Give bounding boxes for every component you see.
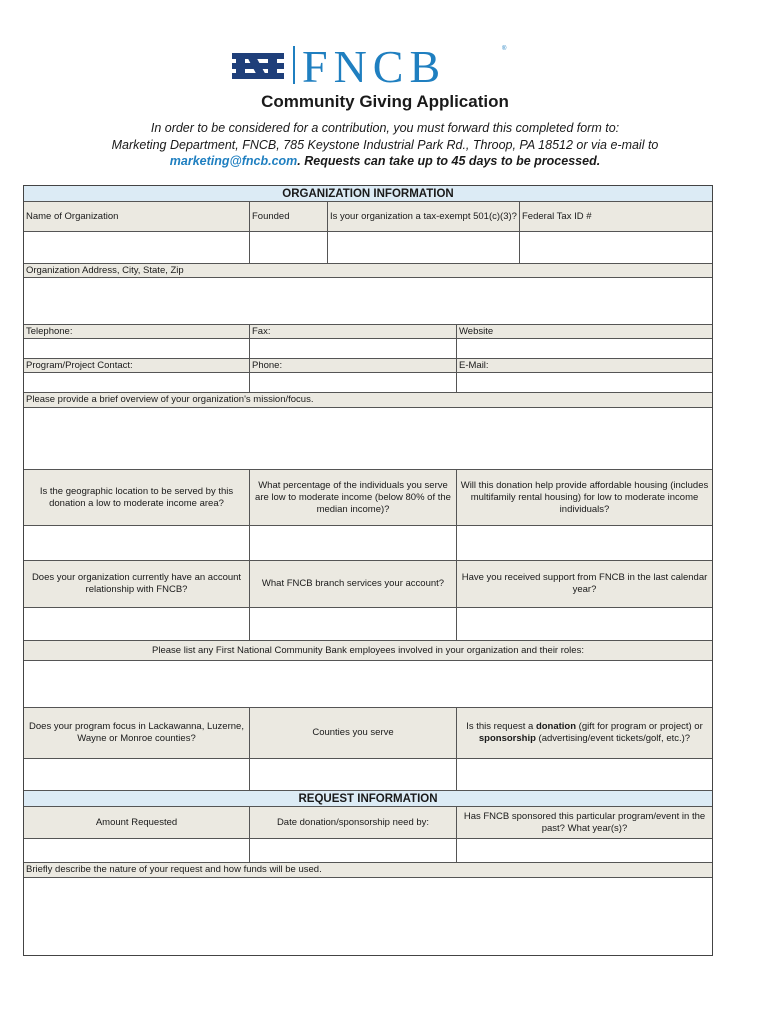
income-percentage-field[interactable] [250,526,457,561]
fax-field[interactable] [250,339,457,359]
employees-field[interactable] [24,661,712,708]
counties-focus-label: Does your program focus in Lackawanna, Luzerne, Wayne or Monroe counties? [24,708,250,759]
application-form [23,185,713,956]
org-section-header: ORGANIZATION INFORMATION [24,186,712,202]
donation-type-field[interactable] [457,759,712,791]
request-description-field[interactable] [24,878,712,955]
intro-line-3 [0,154,770,169]
counties-serve-field[interactable] [250,759,457,791]
need-by-date-field[interactable] [250,839,457,863]
website-field[interactable] [457,339,712,359]
telephone-field[interactable] [24,339,250,359]
affordable-housing-label: Will this donation help provide affordable housing (includes multifamily rental housing) for low to moderate income individuals? [457,470,712,526]
tax-id-field[interactable] [520,232,712,264]
branch-field[interactable] [250,608,457,641]
telephone-label: Telephone: [24,325,250,339]
founded-label: Founded [250,202,328,232]
phone-label: Phone: [250,359,457,373]
intro-line-2: Marketing Department, FNCB, 785 Keystone Industrial Park Rd., Throop, PA 18512 or via e-mail to [111,138,659,152]
sponsored-before-label: Has FNCB sponsored this particular program/event in the past? What year(s)? [457,807,712,839]
amount-label: Amount Requested [24,807,250,839]
address-field[interactable] [24,278,712,325]
sponsored-before-field[interactable] [457,839,712,863]
counties-focus-field[interactable] [24,759,250,791]
contact-field[interactable] [24,373,250,393]
tax-exempt-label: Is your organization a tax-exempt 501(c)(3)? [328,202,520,232]
email-label: E-Mail: [457,359,712,373]
employees-label: Please list any First National Community Bank employees involved in your organization and their roles: [24,641,712,661]
mission-label: Please provide a brief overview of your organization's mission/focus. [24,393,712,408]
request-description-label: Briefly describe the nature of your request and how funds will be used. [24,863,712,878]
address-label: Organization Address, City, State, Zip [24,264,712,278]
tax-id-label: Federal Tax ID # [520,202,712,232]
branch-label: What FNCB branch services your account? [250,561,457,608]
income-percentage-label: What percentage of the individuals you serve are low to moderate income (below 80% of the median income)? [250,470,457,526]
email-link[interactable]: marketing@fncb.com [169,154,298,168]
request-section-header: REQUEST INFORMATION [24,791,712,807]
fncb-logo [230,40,530,88]
org-name-label: Name of Organization [24,202,250,232]
website-label: Website [457,325,712,339]
counties-serve-label: Counties you serve [250,708,457,759]
account-relationship-label: Does your organization currently have an account relationship with FNCB? [24,561,250,608]
founded-field[interactable] [250,232,328,264]
need-by-date-label: Date donation/sponsorship need by: [250,807,457,839]
logo-wordmark: FNCB [302,41,447,88]
geo-location-label: Is the geographic location to be served by this donation a low to moderate income area? [24,470,250,526]
donation-type-label: Is this request a donation (gift for program or project) or sponsorship (advertising/event tickets/golf, etc.)? [457,708,712,759]
prior-support-field[interactable] [457,608,712,641]
fax-label: Fax: [250,325,457,339]
intro-line-1: In order to be considered for a contribution, you must forward this completed form to: [150,121,620,135]
geo-location-field[interactable] [24,526,250,561]
email-field[interactable] [457,373,712,393]
org-name-field[interactable] [24,232,250,264]
prior-support-label: Have you received support from FNCB in the last calendar year? [457,561,712,608]
amount-field[interactable] [24,839,250,863]
affordable-housing-field[interactable] [457,526,712,561]
contact-label: Program/Project Contact: [24,359,250,373]
phone-field[interactable] [250,373,457,393]
form-title: Community Giving Application [261,92,509,111]
svg-text:®: ® [502,46,507,52]
mission-field[interactable] [24,408,712,470]
processing-note: . Requests can take up to 45 days to be processed. [297,154,601,168]
fncb-emblem-icon [232,53,284,79]
tax-exempt-field[interactable] [328,232,520,264]
account-relationship-field[interactable] [24,608,250,641]
